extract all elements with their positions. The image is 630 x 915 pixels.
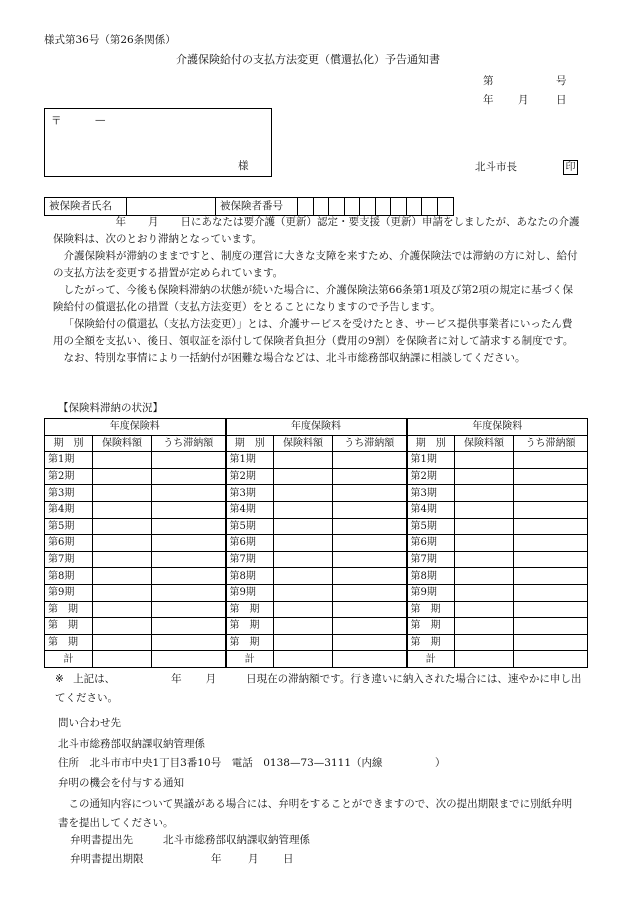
period-cell: 第 期 [407,618,455,635]
unpaid-cell [514,601,588,618]
period-cell: 第 期 [226,618,274,635]
arrears-date-note: ※ 上記は、 年 月 日現在の滞納額です。行き違いに納入された場合には、速やかに申し出てください。 [55,673,582,704]
unpaid-cell [152,618,226,635]
unpaid-cell [514,634,588,651]
insured-number-cell [407,198,423,215]
period-cell: 第8期 [407,568,455,585]
amount-cell [455,568,514,585]
amount-cell [93,518,152,535]
total-unpaid-cell [333,651,407,668]
period-cell: 第2期 [45,468,93,485]
amount-cell [274,485,333,502]
unpaid-cell [333,518,407,535]
insured-name-field [127,198,216,215]
unpaid-cell [333,601,407,618]
table-row [45,501,588,518]
table-row [45,568,588,585]
total-label: 計 [407,651,455,668]
postal-dash: — [95,114,106,126]
amount-cell [274,568,333,585]
date-month-label: 月 [518,94,529,106]
unpaid-cell [514,468,588,485]
footer-notes [53,670,583,708]
period-cell: 第3期 [407,485,455,502]
insured-number-cell [360,198,376,215]
amount-cell [93,584,152,601]
amount-cell [93,468,152,485]
insured-name-label: 被保険者氏名 [45,198,127,215]
date-day-label: 日 [556,94,567,106]
period-cell: 第 期 [226,601,274,618]
total-unpaid-cell [514,651,588,668]
unpaid-cell [514,485,588,502]
unpaid-cell [152,485,226,502]
amount-cell [93,452,152,469]
unpaid-cell [333,535,407,552]
col-unpaid-header: うち滞納額 [152,435,226,452]
period-cell: 第5期 [226,518,274,535]
period-cell: 第 期 [226,634,274,651]
total-amount-cell [455,651,514,668]
amount-cell [455,485,514,502]
unpaid-cell [152,601,226,618]
fiscal-year-header: 年度保険料 [407,419,588,436]
period-cell: 第 期 [45,601,93,618]
period-cell: 第9期 [226,584,274,601]
deadline-day: 日 [283,853,294,865]
contact-address: 住所 北斗市市中央1丁目3番10号 電話 0138—73—3111（内線 ） [58,757,446,769]
body-paragraph-3: したがって、今後も保険料滞納の状態が続いた場合に、介護保険法第66条第1項及び第2項の規定に基づく保険給付の償還払化の措置（支払方法変更）をとることになりますので予告します。 [53,284,574,313]
unpaid-cell [333,485,407,502]
unpaid-cell [514,551,588,568]
amount-cell [274,634,333,651]
period-cell: 第1期 [407,452,455,469]
date-year-label: 年 [483,94,494,106]
amount-cell [93,568,152,585]
unpaid-cell [333,551,407,568]
table-row [45,634,588,651]
unpaid-cell [333,584,407,601]
col-period-header: 期 別 [45,435,93,452]
arrears-table [44,418,588,668]
col-amount-header: 保険料額 [93,435,152,452]
period-cell: 第9期 [407,584,455,601]
total-unpaid-cell [152,651,226,668]
notice-body [53,214,581,367]
table-row [45,468,588,485]
postal-mark: 〒 [51,115,62,127]
contact-department: 北斗市総務部収納課収納管理係 [58,738,205,750]
amount-cell [274,452,333,469]
hearing-heading: 弁明の機会を付与する通知 [58,777,184,789]
unpaid-cell [514,618,588,635]
total-label: 計 [226,651,274,668]
period-cell: 第6期 [45,535,93,552]
amount-cell [274,518,333,535]
amount-cell [455,452,514,469]
insured-number-cell [298,198,314,215]
table-row [45,535,588,552]
period-cell: 第8期 [45,568,93,585]
table-section-title: 【保険料滞納の状況】 [58,402,163,414]
period-cell: 第 期 [407,601,455,618]
period-cell: 第1期 [45,452,93,469]
insured-number-cell [345,198,361,215]
mayor-name: 北斗市長 [475,161,517,173]
total-row [45,651,588,668]
amount-cell [455,501,514,518]
period-cell: 第 期 [45,618,93,635]
unpaid-cell [152,468,226,485]
period-cell: 第7期 [45,551,93,568]
unpaid-cell [514,501,588,518]
unpaid-cell [333,501,407,518]
unpaid-cell [514,568,588,585]
period-cell: 第5期 [45,518,93,535]
period-cell: 第7期 [226,551,274,568]
doc-number-label: 第 [483,75,494,87]
amount-cell [93,551,152,568]
deadline-label: 弁明書提出期限 [70,853,144,865]
period-cell: 第6期 [407,535,455,552]
insured-number-cell [422,198,438,215]
amount-cell [93,535,152,552]
insured-number-cell [329,198,345,215]
unpaid-cell [514,535,588,552]
unpaid-cell [152,501,226,518]
fiscal-year-header: 年度保険料 [45,419,226,436]
insured-number-cell [314,198,330,215]
period-cell: 第3期 [226,485,274,502]
amount-cell [455,634,514,651]
period-cell: 第 期 [407,634,455,651]
amount-cell [455,468,514,485]
unpaid-cell [333,568,407,585]
year-header-row [45,419,588,436]
table-row [45,601,588,618]
period-cell: 第2期 [407,468,455,485]
amount-cell [455,601,514,618]
table-row [45,551,588,568]
unpaid-cell [333,634,407,651]
amount-cell [274,535,333,552]
period-cell: 第2期 [226,468,274,485]
document-title: 介護保険給付の支払方法変更（償還払化）予告通知書 [176,53,440,66]
body-paragraph-4: 「保険給付の償還払（支払方法変更）」とは、介護サービスを受けたとき、サービス提供事業者にいったん費用の全額を支払い、後日、領収証を添付して保険者負担分（費用の9割）を保険者に対して請求する制度です。 [53,318,574,347]
total-amount-cell [93,651,152,668]
unpaid-cell [333,618,407,635]
table-row [45,518,588,535]
deadline-year: 年 [211,853,222,865]
doc-number-suffix: 号 [556,75,567,87]
unpaid-cell [514,452,588,469]
amount-cell [455,535,514,552]
amount-cell [93,485,152,502]
column-header-row [45,435,588,452]
col-amount-header: 保険料額 [274,435,333,452]
hearing-text: この通知内容について異議がある場合には、弁明をすることができますので、次の提出期限までに別紙弁明書を提出してください。 [58,798,573,829]
contact-heading: 問い合わせ先 [58,717,121,729]
col-unpaid-header: うち滞納額 [333,435,407,452]
period-cell: 第9期 [45,584,93,601]
period-cell: 第3期 [45,485,93,502]
unpaid-cell [333,452,407,469]
col-unpaid-header: うち滞納額 [514,435,588,452]
period-cell: 第4期 [45,501,93,518]
period-cell: 第4期 [226,501,274,518]
period-cell: 第 期 [45,634,93,651]
amount-cell [274,584,333,601]
table-row [45,618,588,635]
unpaid-cell [152,568,226,585]
unpaid-cell [152,584,226,601]
submit-to-value: 北斗市総務部収納課収納管理係 [163,834,310,846]
period-cell: 第6期 [226,535,274,552]
form-number: 様式第36号（第26条関係） [44,34,176,46]
amount-cell [455,618,514,635]
address-box [44,108,272,177]
body-paragraph-5: なお、特別な事情により一括納付が困難な場合などは、北斗市総務部収納課に相談してください。 [63,352,526,364]
body-paragraph-2: 介護保険料が滞納のままですと、制度の運営に大きな支障を来すため、介護保険法では滞納の方に対し、給付の支払方法を変更する措置が定められています。 [53,250,578,279]
amount-cell [274,468,333,485]
period-cell: 第1期 [226,452,274,469]
addressee-honorific: 様 [238,160,249,172]
unpaid-cell [514,518,588,535]
amount-cell [274,618,333,635]
unpaid-cell [514,584,588,601]
period-cell: 第5期 [407,518,455,535]
unpaid-cell [152,551,226,568]
unpaid-cell [152,634,226,651]
amount-cell [93,634,152,651]
col-period-header: 期 別 [226,435,274,452]
unpaid-cell [333,468,407,485]
period-cell: 第4期 [407,501,455,518]
amount-cell [455,551,514,568]
amount-cell [93,601,152,618]
amount-cell [93,618,152,635]
period-cell: 第8期 [226,568,274,585]
amount-cell [455,584,514,601]
table-row [45,584,588,601]
period-cell: 第7期 [407,551,455,568]
body-paragraph-1: 年 月 日にあなたは要介護（更新）認定・要支援（更新）申請をしましたが、あなたの介護保険料は、次のとおり滞納となっています。 [53,216,580,245]
amount-cell [274,501,333,518]
unpaid-cell [152,518,226,535]
seal-mark: 印 [563,160,578,175]
submit-to-label: 弁明書提出先 [70,834,133,846]
total-label: 計 [45,651,93,668]
table-row [45,485,588,502]
deadline-month: 月 [248,853,259,865]
amount-cell [274,551,333,568]
amount-cell [274,601,333,618]
table-row [45,452,588,469]
col-amount-header: 保険料額 [455,435,514,452]
col-period-header: 期 別 [407,435,455,452]
insured-number-cell [391,198,407,215]
total-amount-cell [274,651,333,668]
unpaid-cell [152,535,226,552]
insured-number-cell [438,198,454,215]
fiscal-year-header: 年度保険料 [226,419,407,436]
amount-cell [455,518,514,535]
unpaid-cell [152,452,226,469]
insured-number-label: 被保険者番号 [216,198,298,215]
insured-number-cell [376,198,392,215]
amount-cell [93,501,152,518]
